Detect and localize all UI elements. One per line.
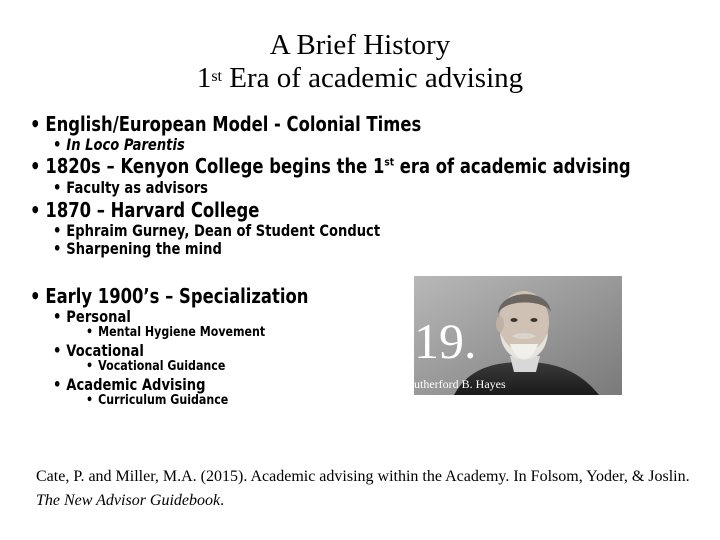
sub-sub-bullet-vocational-guidance: • Vocational Guidance	[86, 359, 226, 374]
era-number: 1	[196, 62, 212, 94]
sub-bullet-personal: • Personal	[53, 307, 131, 326]
bullet-kenyon-sup: st	[384, 155, 395, 169]
sub-sub-bullet-curriculum-guidance-text: Curriculum Guidance	[98, 393, 229, 408]
citation-title: The New Advisor Guidebook	[36, 492, 221, 509]
bullet-kenyon-pre: 1820s – Kenyon College begins the 1	[45, 154, 385, 178]
sub-bullet-in-loco-parentis: • In Loco Parentis	[53, 135, 185, 154]
era-title-text: Era of academic advising	[229, 62, 524, 94]
bullet-harvard-college: • 1870 – Harvard College	[30, 198, 260, 222]
sub-bullet-ephraim-gurney: • Ephraim Gurney, Dean of Student Conduct	[53, 221, 381, 240]
sub-bullet-ephraim-gurney-text: Ephraim Gurney, Dean of Student Conduct	[66, 221, 381, 240]
sub-bullet-academic-advising: • Academic Advising	[53, 375, 206, 394]
portrait-caption: utherford B. Hayes	[414, 377, 506, 391]
sub-sub-bullet-curriculum-guidance: • Curriculum Guidance	[86, 393, 229, 408]
sub-bullet-personal-text: Personal	[66, 307, 131, 326]
bullet-specialization: • Early 1900’s – Specialization	[30, 284, 309, 308]
sub-bullet-sharpening-mind: • Sharpening the mind	[53, 239, 222, 258]
slide-title-line1: A Brief History	[269, 29, 451, 61]
bullet-kenyon-college: • 1820s – Kenyon College begins the 1st era of academic advising	[30, 154, 631, 178]
era-number-suffix: st	[211, 68, 222, 85]
rutherford-hayes-portrait	[414, 276, 622, 395]
citation-text: Cate, P. and Miller, M.A. (2015). Academic advising within the Academy. In Folsom, Yoder, & Joslin.	[36, 468, 690, 485]
sub-sub-bullet-mental-hygiene-text: Mental Hygiene Movement	[98, 325, 266, 340]
sub-bullet-faculty-advisors-text: Faculty as advisors	[66, 178, 208, 197]
slide-title-line2	[0, 63, 720, 94]
citation	[36, 465, 696, 513]
bullet-harvard-college-text: 1870 – Harvard College	[45, 198, 260, 222]
sub-bullet-academic-advising-text: Academic Advising	[66, 375, 206, 394]
sub-bullet-in-loco-parentis-text: In Loco Parentis	[66, 135, 185, 154]
sub-bullet-vocational: • Vocational	[53, 341, 144, 360]
sub-sub-bullet-vocational-guidance-text: Vocational Guidance	[98, 359, 226, 374]
sub-bullet-vocational-text: Vocational	[66, 341, 144, 360]
sub-sub-bullet-mental-hygiene: • Mental Hygiene Movement	[86, 325, 266, 340]
bullet-english-model-text: English/European Model - Colonial Times	[45, 112, 422, 136]
portrait-number: 19.	[414, 313, 477, 369]
bullet-specialization-text: Early 1900’s – Specialization	[45, 284, 309, 308]
sub-bullet-faculty-advisors: • Faculty as advisors	[53, 178, 208, 197]
citation-end: .	[220, 492, 225, 509]
bullet-kenyon-post: era of academic advising	[399, 154, 631, 178]
sub-bullet-sharpening-mind-text: Sharpening the mind	[66, 239, 222, 258]
bullet-english-model: • English/European Model - Colonial Times	[30, 112, 422, 136]
